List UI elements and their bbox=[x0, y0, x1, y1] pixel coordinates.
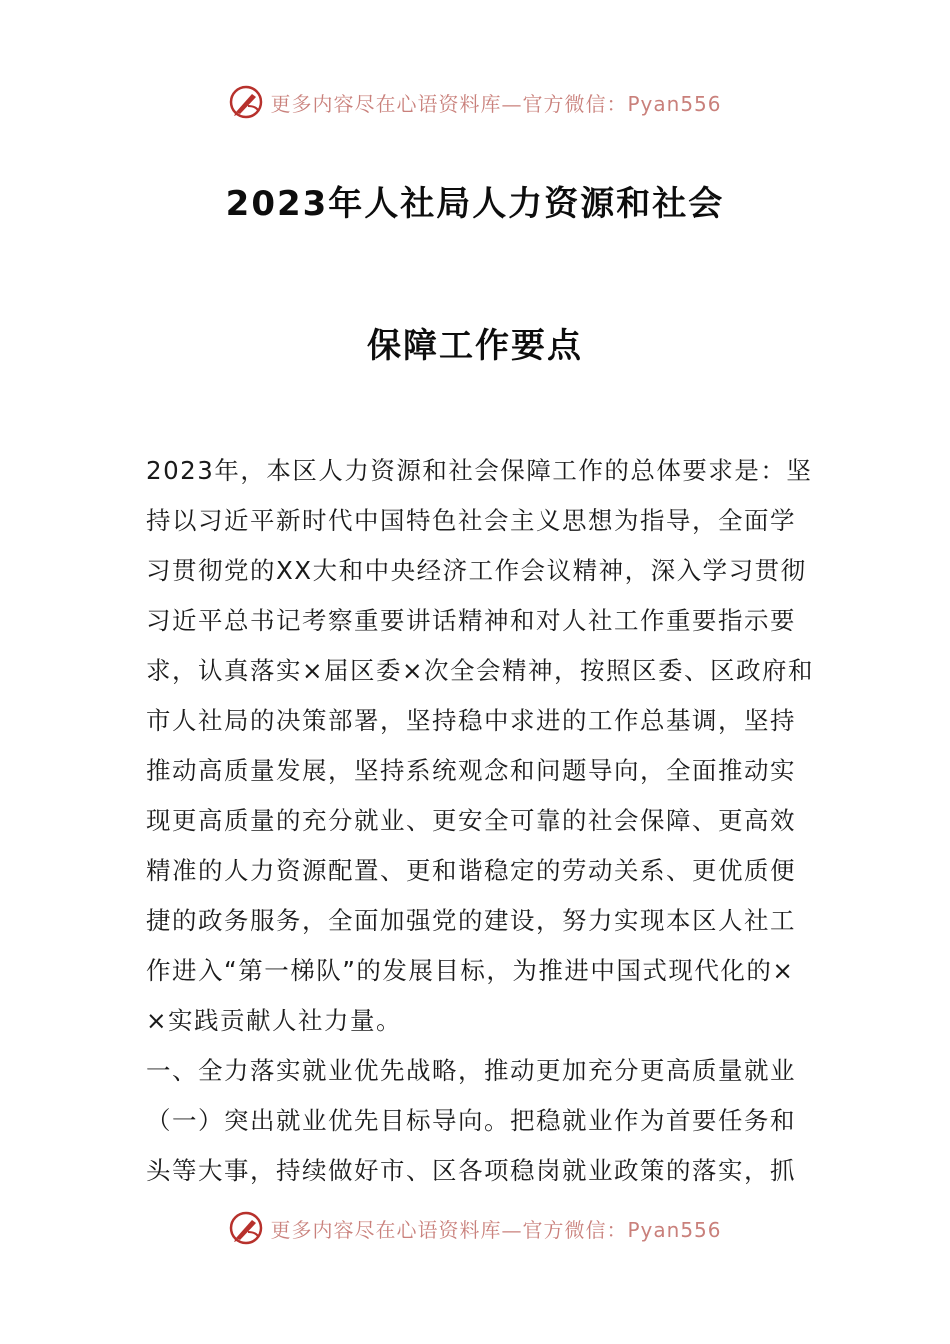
body-line: 求，认真落实×届区委×次全会精神，按照区委、区政府和 bbox=[146, 656, 815, 685]
footer-watermark bbox=[0, 1208, 950, 1248]
watermark-text bbox=[270, 88, 721, 117]
body-line: 精准的人力资源配置、更和谐稳定的劳动关系、更优质便 bbox=[146, 856, 796, 885]
body-line: 持以习近平新时代中国特色社会主义思想为指导，全面学 bbox=[146, 506, 796, 535]
body-line: 2023年，本区人力资源和社会保障工作的总体要求是：坚 bbox=[146, 456, 813, 485]
watermark-wechat-id: Pyan556 bbox=[627, 1217, 722, 1242]
document-title-line-1: 2023年人社局人力资源和社会 bbox=[225, 184, 725, 224]
document-title-line-2: 保障工作要点 bbox=[367, 326, 583, 366]
pen-logo-icon bbox=[228, 84, 264, 120]
section-heading: 一、全力落实就业优先战略，推动更加充分更高质量就业 bbox=[146, 1056, 796, 1085]
body-line: （一）突出就业优先目标导向。把稳就业作为首要任务和 bbox=[146, 1106, 796, 1135]
watermark-wechat-id: Pyan556 bbox=[627, 91, 722, 116]
body-line: 习贯彻党的XX大和中央经济工作会议精神，深入学习贯彻 bbox=[146, 556, 807, 585]
body-line: 现更高质量的充分就业、更安全可靠的社会保障、更高效 bbox=[146, 806, 796, 835]
body-line: 习近平总书记考察重要讲话精神和对人社工作重要指示要 bbox=[146, 606, 796, 635]
body-line: ×实践贡献人社力量。 bbox=[146, 1006, 403, 1035]
watermark-text bbox=[270, 1214, 721, 1243]
body-line: 作进入“第一梯队”的发展目标，为推进中国式现代化的× bbox=[146, 956, 795, 985]
watermark-label: 更多内容尽在心语资料库—官方微信： bbox=[270, 1217, 628, 1242]
body-line: 头等大事，持续做好市、区各项稳岗就业政策的落实，抓 bbox=[146, 1156, 796, 1185]
pen-logo-icon bbox=[228, 1210, 264, 1246]
header-watermark bbox=[0, 82, 950, 122]
body-line: 市人社局的决策部署，坚持稳中求进的工作总基调，坚持 bbox=[146, 706, 796, 735]
body-line: 推动高质量发展，坚持系统观念和问题导向，全面推动实 bbox=[146, 756, 796, 785]
body-line: 捷的政务服务，全面加强党的建设，努力实现本区人社工 bbox=[146, 906, 796, 935]
watermark-label: 更多内容尽在心语资料库—官方微信： bbox=[270, 91, 628, 116]
document-body bbox=[146, 446, 815, 1196]
